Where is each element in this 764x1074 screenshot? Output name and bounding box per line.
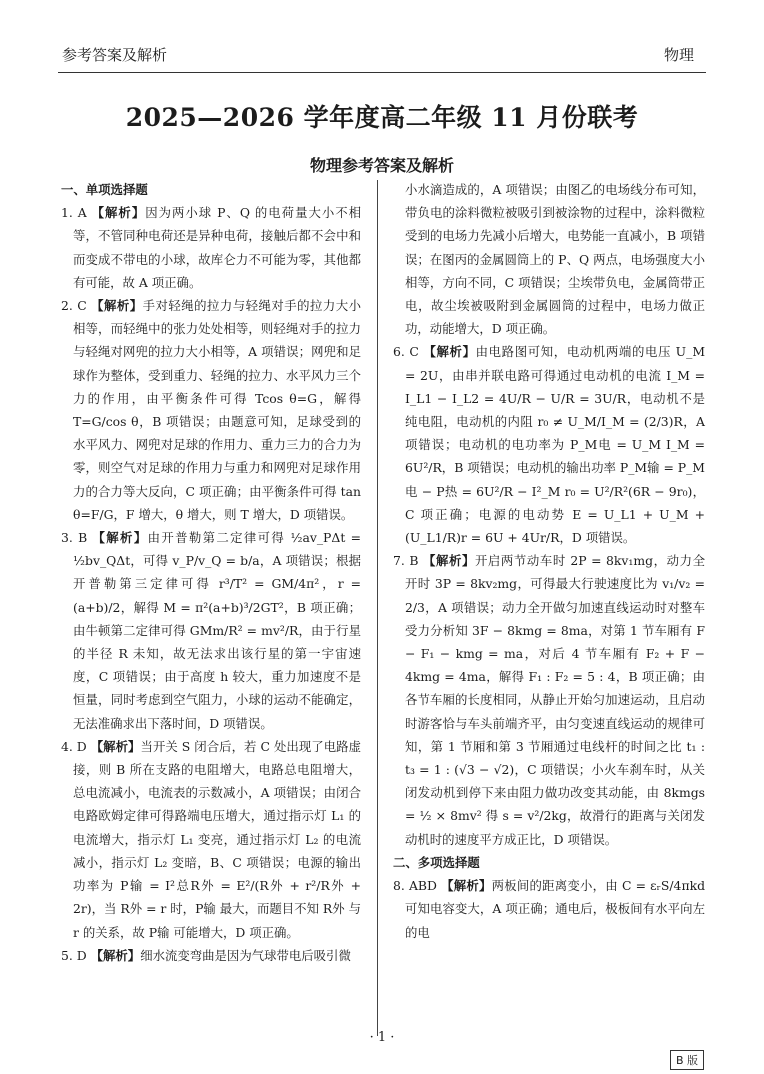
left-column — [61, 178, 361, 967]
analysis-tag: 【解析】 — [92, 530, 148, 546]
analysis-text: 手对轻绳的拉力与轻绳对手的拉力大小相等，而轻绳中的张力处处相等，则轻绳对手的拉力与轻绳对网兜的拉力大小相等，A 项错误；网兜和足球作为整体，受到重力、轻绳的拉力、水平风力三个力的作用，由平衡条件可得 Tcos θ=G，解得 T=G/cos θ，B 项错误；由题意可知，足球受到的水平风力、网兜对足球的作用力、重力三力的合力为零，则空气对足球的作用力与重力和网兜对足球作用力的合力等大反向，C 项正确；由平衡条件可得 tan θ=F/G，F 增大，θ 增大，则 T 增大，D 项错误。 — [73, 298, 362, 522]
page-subtitle: 物理参考答案及解析 — [309, 156, 454, 175]
analysis-tag: 【解析】 — [423, 553, 475, 569]
analysis-tag: 【解析】 — [91, 298, 143, 314]
answer-key: 6. C — [393, 344, 424, 360]
answer-item — [61, 526, 361, 735]
answer-key: 1. A — [61, 205, 92, 221]
header-rule — [58, 72, 706, 73]
analysis-text: 当开关 S 闭合后，若 C 处出现了电路虚接，则 B 所在支路的电阻增大，电路总电阻增大，总电流减小，电流表的示数减小，A 项错误；由闭合电路欧姆定律可得路端电压增大，通过指示灯 L₁ 的电流增大，指示灯 L₁ 变亮，通过指示灯 L₂ 的电流减小，指示灯 L₂ 变暗，B、C 项错误；电源的输出功率为 P输 = I²总R外 = E²/(R外 + r²/R外 + 2r)，当 R外 = r 时，P输 最大，而题目不知 R外 与 r 的关系，故 P输 可能增大，D 项正确。 — [73, 738, 361, 940]
analysis-tag: 【解析】 — [423, 344, 476, 360]
answer-key: 2. C — [61, 298, 92, 314]
analysis-text: 由电路图可知，电动机两端的电压 U_M = 2U，由串并联电路可得通过电动机的电流 I_M = I_L1 − I_L2 = 4U/R − U/R = 3U/R，电动机不是纯电阻，电动机的内阻 r₀ ≠ U_M/I_M = (2/3)R，A 项错误；电动机的电功率为 P_M电 = U_M I_M = 6U²/R，B 项错误；电动机的输出功率 P_M输 = P_M电 − P热 = 6U²/R − I²_M r₀ = U²/R²(6R − 9r₀)，C 项正确；电源的电动势 E = U_L1 + U_M + (U_L1/R)r = 6U + 4Ur/R，D 项错误。 — [405, 344, 706, 546]
page-title: 2025—2026 学年度高二年级 11 月份联考 — [125, 103, 639, 132]
section-heading: 一、单项选择题 — [61, 182, 148, 197]
analysis-tag: 【解析】 — [90, 738, 141, 754]
answer-item — [393, 874, 705, 944]
analysis-tag: 【解析】 — [90, 947, 141, 963]
answer-item — [393, 549, 705, 851]
right-column — [393, 178, 705, 944]
version-badge: B 版 — [670, 1050, 704, 1070]
analysis-text: 由开普勒第二定律可得 ½av_PΔt = ½bv_QΔt，可得 v_P/v_Q = b/a，A 项错误；根据开普勒第三定律可得 r³/T² = GM/4π²，r = (a+b)/2，解得 M = π²(a+b)³/2GT²，B 项正确；由牛顿第二定律可得 GMm/R² = mv²/R，由于行星的半径 R 未知，故无法求出该行星的第一宇宙速度，C 项错误；由于高度 h 较大，重力加速度不是恒量，同时考虑到空气阻力，小球的运动不能确定，无法准确求出下落时间，D 项错误。 — [73, 530, 361, 731]
column-divider — [377, 180, 378, 1036]
analysis-tag: 【解析】 — [91, 205, 146, 221]
analysis-text: 开启两节动车时 2P = 8kv₁mg，动力全开时 3P = 8kv₂mg，可得最大行驶速度比为 v₁/v₂ = 2/3，A 项错误；动力全开做匀加速直线运动时对整车受力分析知 3F − 8kmg = 8ma，对第 1 节车厢有 F − F₁ − kmg = ma，对后 4 节车厢有 F₂ + F − 4kmg = 4ma，解得 F₁ : F₂ = 5 : 4，B 项正确；由各节车厢的长度相同，从静止开始匀加速运动，且启动时游客恰与车头前端齐平，由匀变速直线运动的规律可知，第 1 节厢和第 3 节厢通过电线杆的时间之比 t₁ : t₃ = 1 : (√3 − √2)，C 项错误；小火车刹车时，从关闭发动机到停下来由阻力做功改变其动能，由 8kmgs = ½ × 8mv² 得 s = v²/2kg，故滑行的距离与关闭发动机时的速度平方成正比，D 项错误。 — [405, 553, 705, 847]
answer-key: 7. B — [393, 553, 423, 569]
answer-item — [61, 201, 361, 294]
header-left: 参考答案及解析 — [62, 46, 168, 64]
header-subject: 物理 — [663, 46, 694, 64]
answer-key: 3. B — [61, 530, 93, 546]
answer-item — [393, 340, 705, 549]
answer-item — [61, 735, 361, 944]
answer-continuation: 小水滴造成的，A 项错误；由图乙的电场线分布可知，带负电的涂料微粒被吸引到被涂物的过程中，涂料微粒受到的电场力先减小后增大，电势能一直减小，B 项错误；在图丙的金属圆筒上的 P、Q 两点，电场强度大小相等，方向不同，C 项错误；尘埃带负电，金属筒带正电，故尘埃被吸附到金属圆筒的过程中，电场力做正功，动能增大，D 项正确。 — [405, 182, 705, 337]
answer-item — [61, 944, 361, 967]
page-number: · 1 · — [369, 1030, 395, 1045]
section-heading: 二、多项选择题 — [393, 854, 480, 870]
analysis-tag: 【解析】 — [441, 878, 492, 894]
answer-item — [61, 294, 361, 526]
analysis-text: 两板间的距离变小，由 C = εᵣS/4πkd 可知电容变大，A 项正确；通电后，极板间有水平向左的电 — [405, 878, 706, 940]
analysis-text: 细水流变弯曲是因为气球带电后吸引微 — [140, 947, 351, 963]
answer-key: 5. D — [61, 947, 91, 963]
analysis-text: 因为两小球 P、Q 的电荷量大小不相等，不管同种电荷还是异种电荷，接触后都不会中和而变成不带电的小球，故库仑力不可能为零，其他都有可能，故 A 项正确。 — [73, 205, 362, 290]
answer-key: 8. ABD — [393, 878, 442, 894]
answer-key: 4. D — [61, 738, 91, 754]
